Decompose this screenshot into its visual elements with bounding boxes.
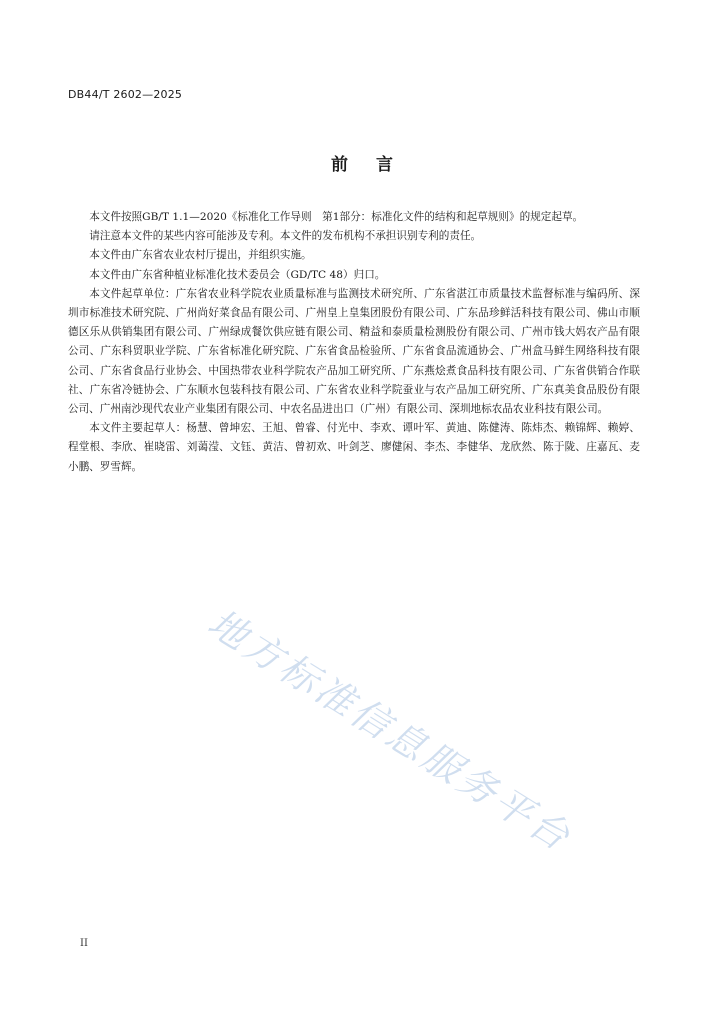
document-code: DB44/T 2602—2025 [68, 88, 183, 101]
paragraph-committee: 本文件由广东省种植业标准化技术委员会（GD/TC 48）归口。 [89, 268, 386, 281]
page-number: II [80, 938, 88, 949]
paragraph-drafters: 本文件主要起草人：杨慧、曾坤宏、王旭、曾睿、付光中、李欢、谭叶军、黄迪、陈健涛、陈炜杰、赖锦辉、赖婷、程堂根、李欣、崔晓雷、刘蔼滢、文钰、黄洁、曾初欢、叶剑芝、廖健闲、李杰、李健华、龙欣然、陈于陇、庄嘉瓦、麦小鹏、罗雪辉。 [68, 422, 640, 473]
paragraph-drafting-units: 本文件起草单位：广东省农业科学院农业质量标准与监测技术研究所、广东省湛江市质量技术监督标准与编码所、深圳市标准技术研究院、广州尚好菜食品有限公司、广州皇上皇集团股份有限公司、广东品珍鲜活科技有限公司、佛山市顺德区乐从供销集团有限公司、广州绿成餐饮供应链有限公司、精益和泰质量检测股份有限公司、广州市钱大妈农产品有限公司、广东科贸职业学院、广东省标准化研究院、广东省食品检验所、广东省食品流通协会、广州盒马鲜生网络科技有限公司、广东省食品行业协会、中国热带农业科学院农产品加工研究所、广东燕烩煮食品科技有限公司、广东省供销合作联社、广东省冷链协会、广东顺水包装科技有限公司、广东省农业科学院蚕业与农产品加工研究所、广东真美食品股份有限公司、广州南沙现代农业产业集团有限公司、中农名品进出口（广州）有限公司、深圳地标农品农业科技有限公司。 [68, 287, 640, 416]
paragraph-patent-notice: 请注意本文件的某些内容可能涉及专利。本文件的发布机构不承担识别专利的责任。 [89, 230, 482, 243]
foreword-body [68, 208, 640, 477]
page-title: 前言 [331, 155, 421, 175]
paragraph-drafting-basis: 本文件按照GB/T 1.1—2020《标准化工作导则 第1部分：标准化文件的结构和起草规则》的规定起草。 [89, 211, 584, 223]
paragraph-proposer: 本文件由广东省农业农村厅提出，并组织实施。 [89, 249, 312, 262]
watermark: 地方标准信息服务平台 [200, 600, 580, 861]
